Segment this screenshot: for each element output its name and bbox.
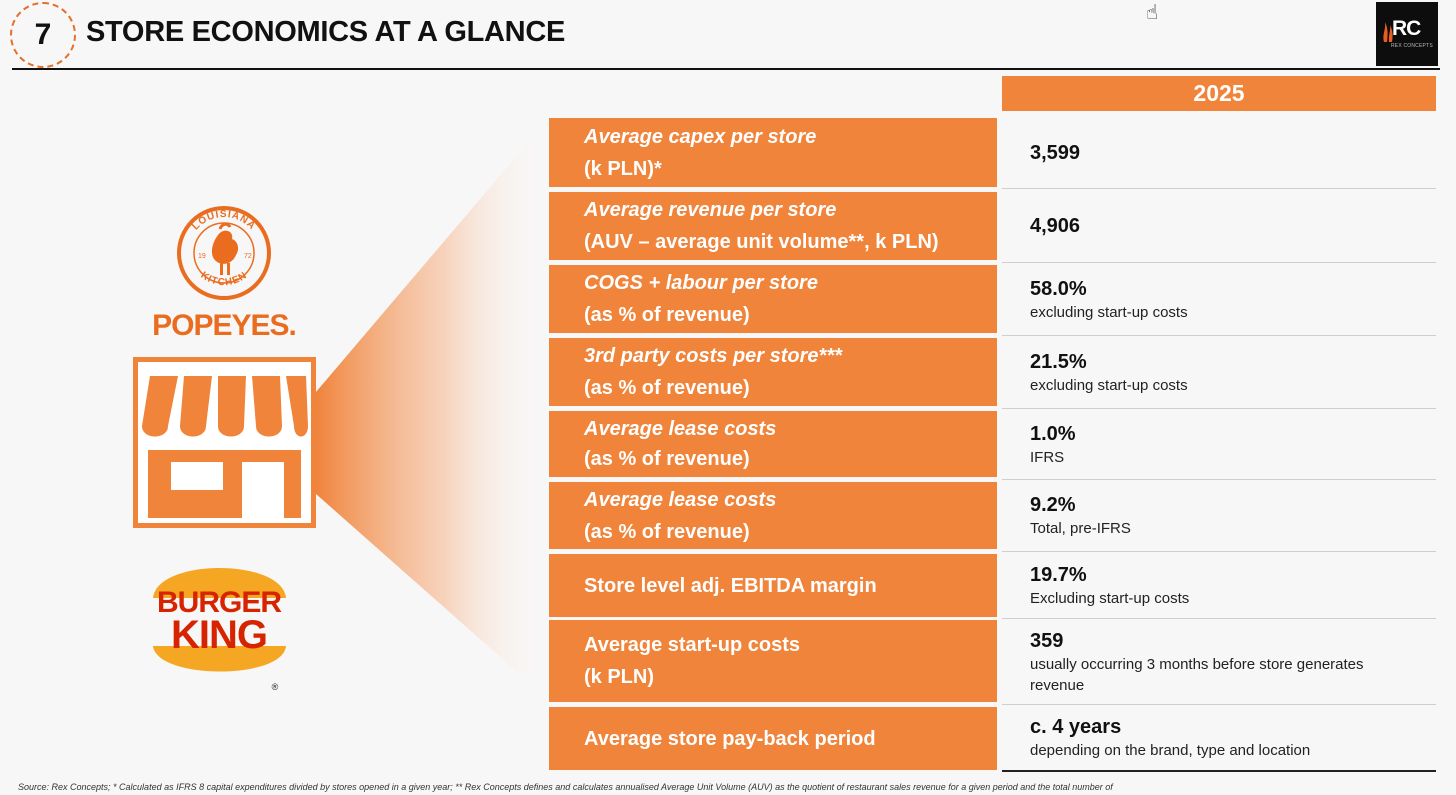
- row-value-main: 359: [1030, 629, 1064, 652]
- row-value-main: c. 4 years: [1030, 716, 1122, 738]
- row-label: [549, 265, 997, 333]
- row-label: [549, 192, 997, 260]
- row-value-main: 21.5%: [1030, 350, 1087, 373]
- row-label-sub: (as % of revenue): [584, 448, 750, 470]
- row-label-sub: (as % of revenue): [584, 520, 750, 543]
- row-label: [549, 554, 997, 617]
- row-value-note: excluding start-up costs: [1030, 303, 1188, 321]
- row-value: [1002, 118, 1436, 189]
- row-label-sub: (k PLN)*: [584, 157, 662, 180]
- slide-number: 7: [10, 2, 76, 68]
- row-label-sub: (k PLN): [584, 666, 654, 688]
- row-value: [1002, 336, 1436, 409]
- hand-cursor-icon: ☝: [1146, 2, 1159, 24]
- row-value-note: Total, pre-IFRS: [1030, 520, 1131, 537]
- row-value-main: 1.0%: [1030, 422, 1076, 445]
- logo-subtext: REX CONCEPTS: [1391, 43, 1433, 49]
- row-value: [1002, 705, 1436, 772]
- year-column-header: 2025: [1002, 76, 1436, 111]
- row-label: [549, 620, 997, 702]
- row-label-main: Store level adj. EBITDA margin: [584, 574, 877, 597]
- row-label-main: 3rd party costs per store***: [584, 345, 842, 367]
- bk-registered: ®: [271, 682, 279, 692]
- burger-king-logo: [147, 548, 292, 693]
- row-label-main: Average revenue per store: [584, 199, 837, 221]
- row-value-note: depending on the brand, type and location: [1030, 742, 1311, 759]
- row-value-main: 58.0%: [1030, 277, 1087, 300]
- store-icon: [138, 362, 311, 523]
- rooster-icon: [212, 224, 238, 275]
- row-value: [1002, 480, 1436, 552]
- svg-text:KITCHEN: [198, 270, 249, 288]
- row-label-main: Average start-up costs: [584, 634, 800, 656]
- row-value-main: 3,599: [1030, 142, 1081, 164]
- rex-concepts-logo: [1376, 2, 1438, 66]
- bk-line1: BURGER: [156, 586, 282, 619]
- row-value-note: usually occurring 3 months before store generates revenue: [1030, 655, 1364, 694]
- popeyes-year-left: 19: [198, 253, 206, 260]
- row-label-sub: (as % of revenue): [584, 377, 750, 399]
- row-label-main: Average capex per store: [584, 125, 817, 148]
- source-footnote: Source: Rex Concepts; * Calculated as IFRS 8 capital expenditures divided by stores opened in a given year; ** Rex Concepts defines and calculates annualised Average Unit Volume (AUV) as the quotient of restaurant sales revenue for a given period and the total number of: [18, 782, 1113, 792]
- row-label-main: Average lease costs: [584, 418, 777, 440]
- row-value-note: IFRS: [1030, 448, 1065, 466]
- popeyes-logo: [140, 205, 308, 345]
- row-label-main: Average store pay-back period: [584, 727, 876, 750]
- row-value: [1002, 409, 1436, 480]
- header-divider: [12, 68, 1440, 70]
- row-value: [1002, 619, 1436, 705]
- row-value-note: excluding start-up costs: [1030, 376, 1188, 394]
- row-value-note: Excluding start-up costs: [1030, 589, 1190, 607]
- page-title: STORE ECONOMICS AT A GLANCE: [86, 16, 566, 48]
- row-value-main: 9.2%: [1030, 494, 1076, 516]
- row-label: [549, 118, 997, 187]
- row-value: [1002, 552, 1436, 619]
- row-label: [549, 338, 997, 406]
- slide-header: [0, 0, 1456, 70]
- row-label: [549, 707, 997, 770]
- bk-line2: KING: [171, 613, 267, 657]
- row-label-sub: (AUV – average unit volume**, k PLN): [584, 231, 939, 253]
- popeyes-year-right: 72: [244, 253, 252, 260]
- row-value-main: 19.7%: [1030, 563, 1087, 586]
- popeyes-wordmark: POPEYES.: [152, 309, 296, 342]
- row-value: [1002, 263, 1436, 336]
- logo-text: RC: [1392, 17, 1421, 40]
- row-label-sub: (as % of revenue): [584, 304, 750, 326]
- row-label: [549, 482, 997, 549]
- row-label-main: COGS + labour per store: [584, 272, 818, 294]
- row-label-main: Average lease costs: [584, 488, 777, 511]
- store-icon-frame: [133, 357, 316, 528]
- row-label: [549, 411, 997, 477]
- row-value-main: 4,906: [1030, 214, 1081, 237]
- popeyes-badge-bottom: KITCHEN: [198, 269, 250, 289]
- row-value: [1002, 189, 1436, 263]
- popeyes-badge-top: LOUISIANA: [190, 208, 258, 233]
